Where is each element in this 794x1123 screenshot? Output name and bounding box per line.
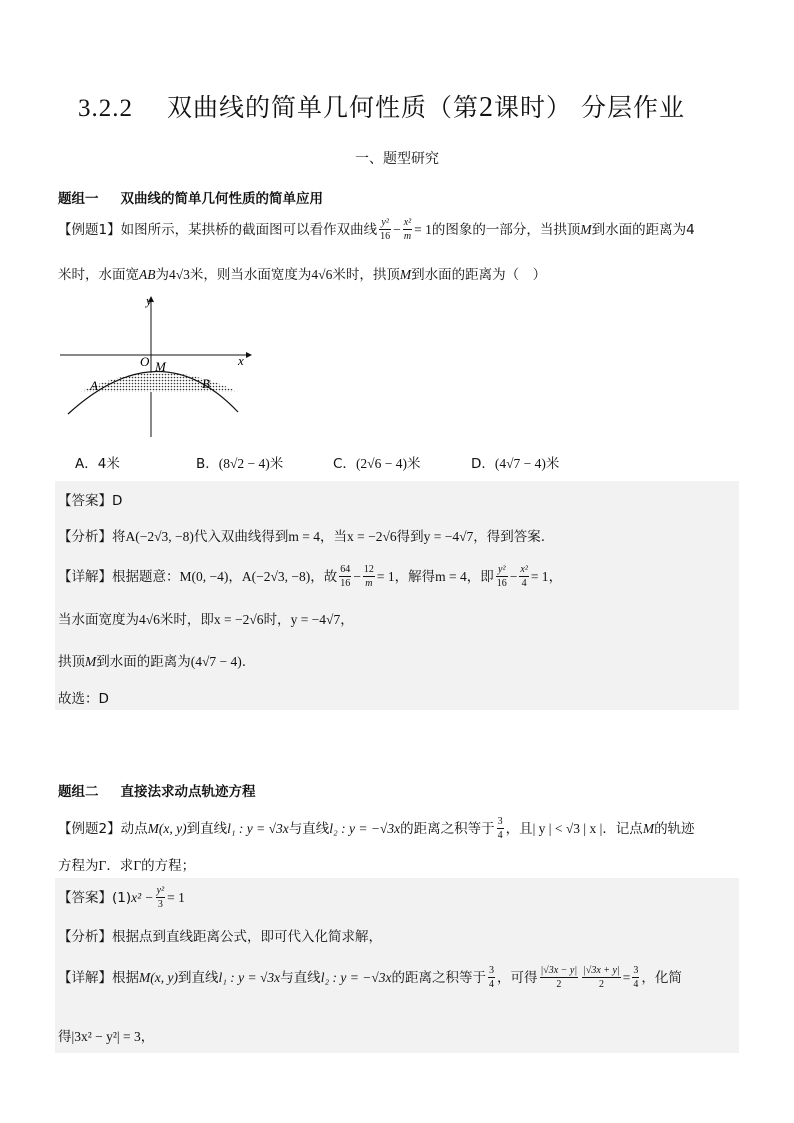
text: 【答案】(1)	[58, 890, 132, 906]
origin-label: O	[140, 354, 150, 369]
text: ，得到答案.	[473, 529, 546, 545]
text: 得	[58, 1029, 72, 1045]
math: l₂ : y = −√3x	[320, 970, 392, 985]
math: M(0, −4)，	[179, 569, 242, 584]
frac-num: y²	[496, 565, 508, 577]
text: 时，	[263, 612, 291, 628]
text: 方程为	[58, 858, 99, 874]
text: 【详解】根据题意：	[58, 569, 180, 585]
math: M	[399, 267, 412, 282]
fraction	[403, 218, 412, 242]
text: 的方程；	[141, 858, 196, 874]
frac-den: 16	[380, 231, 391, 242]
math: = 1	[414, 222, 432, 237]
text: 米时，水面宽	[58, 267, 139, 283]
text: 拱顶	[58, 654, 85, 670]
math: M(x, y)	[147, 821, 187, 836]
option-d[interactable]	[471, 452, 559, 472]
frac-den: 4	[497, 830, 503, 841]
detail-1: 【详解】根据题意：M(0, −4)，A(−2√3, −8)，故 $\frac{64}{16}$ − $\frac{12}{m}$ = 1，解得m = 4，即 $\frac{\text{y²}}{16}$ − $\frac{\text{x²}}{4}$ = 1，	[58, 564, 563, 589]
fraction	[156, 886, 165, 910]
option-label: A．	[75, 456, 98, 472]
math: y = −4√7	[290, 612, 341, 627]
fraction	[339, 565, 351, 589]
group1-heading-text: 双曲线的简单几何性质的简单应用	[120, 191, 323, 207]
frac-den: 2	[556, 979, 562, 990]
math: 4√6	[139, 612, 160, 627]
answer-2	[58, 886, 185, 910]
frac-den: 4	[489, 979, 494, 990]
text: ，解得	[394, 569, 436, 585]
bridge-figure	[56, 292, 256, 442]
detail-1-line2	[58, 608, 354, 628]
title-part-a: 双曲线的简单几何性质（第	[167, 93, 480, 122]
text: ．求	[106, 858, 134, 874]
math: AB	[139, 267, 156, 282]
text: ，	[548, 569, 563, 585]
frac-num: 64	[340, 564, 351, 575]
frac-num: 3	[489, 965, 494, 976]
text: 米，则当水面宽度为	[189, 267, 312, 283]
title-part-c: 课时） 分层作业	[494, 93, 685, 122]
frac-num: y²	[156, 885, 165, 896]
math: M	[580, 222, 592, 237]
page-subtitle: 一、题型研究	[355, 151, 439, 167]
text: ，化简	[641, 970, 682, 986]
final-answer-1: 故选：D	[58, 691, 109, 707]
text: 为	[155, 267, 169, 283]
group2-heading-text: 直接法求动点轨迹方程	[120, 784, 256, 800]
option-value: 4米	[97, 456, 120, 472]
text: ，且	[505, 821, 533, 837]
option-label: D．	[471, 456, 495, 472]
text: 【例题2】动点	[58, 821, 148, 837]
text: 的距离之积等于	[400, 821, 495, 837]
math: x² −	[131, 890, 154, 905]
math: x = −2√6	[213, 612, 264, 627]
frac-den: 16	[340, 578, 351, 589]
text: 到水面的距离为4	[591, 222, 695, 238]
frac-den: 4	[633, 979, 639, 990]
fraction	[379, 218, 391, 242]
x-label: x	[238, 353, 244, 368]
group2-heading-label: 题组二	[58, 784, 99, 800]
group1-heading-label: 题组一	[58, 191, 99, 207]
frac-num: |√3x − y|	[540, 965, 578, 976]
math: (4√7 − 4)	[190, 654, 242, 669]
option-value: (8√2 − 4)米	[218, 456, 284, 471]
frac-num: y²	[379, 218, 391, 230]
fraction	[363, 565, 375, 589]
frac-den: 16	[496, 578, 507, 589]
fraction	[496, 565, 508, 589]
example1-line2	[58, 263, 546, 283]
text: .	[241, 654, 247, 670]
option-a[interactable]	[75, 452, 120, 472]
option-value: (2√6 − 4)米	[355, 456, 421, 471]
text: 米时，拱顶	[332, 267, 400, 283]
text: 到水面的距离为（ ）	[411, 267, 547, 283]
section-number: 3.2.2	[78, 95, 133, 122]
analysis-1	[58, 525, 545, 545]
math: | y | < √3 | x |	[532, 821, 603, 836]
math: = 1	[530, 569, 549, 584]
math: 4√6	[311, 267, 333, 282]
detail-1-line3	[58, 650, 246, 670]
text: 代入双曲线得到	[193, 529, 289, 545]
text: 【分析】将	[58, 529, 126, 545]
example1-line1: 【例题1】如图所示，某拱桥的截面图可以看作双曲线 $\frac{\text{y²}}{16}$ − $\frac{\text{x²}}{m}$ = 1的图象的一部分，当拱顶M到水面的距离为4	[58, 217, 695, 242]
text: 当水面宽度为	[58, 612, 139, 628]
math: x = −2√6	[347, 529, 397, 544]
math: Γ	[98, 858, 107, 873]
fraction	[632, 966, 639, 990]
math: M	[642, 821, 655, 836]
text: ，即	[466, 569, 494, 585]
frac-num: 3	[633, 965, 639, 976]
frac-den: 3	[157, 899, 163, 910]
option-c[interactable]	[333, 452, 420, 472]
math: y = −4√7	[423, 529, 474, 544]
a-label: A	[90, 378, 98, 393]
math: l₂ : y = −√3x	[329, 821, 401, 836]
fraction	[519, 565, 528, 589]
x-axis-arrow	[246, 352, 252, 358]
page-title	[78, 88, 685, 124]
text: ，可得	[497, 970, 538, 986]
b-label: B	[202, 376, 210, 391]
detail-2-line2	[58, 1025, 154, 1045]
option-value: (4√7 − 4)米	[494, 456, 560, 471]
title-part-b: 2	[479, 92, 495, 123]
math: A(−2√3, −8)	[241, 569, 311, 584]
water-shading	[80, 373, 238, 393]
math: M(x, y)	[139, 970, 178, 985]
math: m = 4	[288, 529, 321, 544]
detail-2	[58, 966, 682, 990]
m-label: M	[155, 359, 166, 374]
frac-num: 12	[363, 564, 374, 575]
text: 的距离之积等于	[391, 970, 486, 986]
example2-line1	[58, 817, 695, 841]
fraction	[540, 966, 579, 990]
fraction	[582, 966, 621, 990]
text: 的图象的一部分，当拱顶	[431, 222, 581, 238]
text: 【详解】根据	[58, 970, 139, 986]
text: 与直线	[288, 821, 330, 837]
frac-num: 3	[497, 816, 503, 827]
frac-den: m	[403, 231, 412, 242]
fraction	[488, 966, 495, 990]
math: l₁ : y = √3x	[227, 821, 289, 836]
frac-num: |√3x + y|	[583, 965, 620, 976]
text: 【例题1】如图所示，某拱桥的截面图可以看作双曲线	[58, 222, 378, 238]
math: A(−2√3, −8)	[125, 529, 194, 544]
math: = 1	[167, 890, 185, 905]
text: ．记点	[602, 821, 643, 837]
text: 米时，即	[159, 612, 214, 628]
text: ，当	[320, 529, 348, 545]
frac-den: m	[365, 578, 373, 589]
fraction	[497, 817, 504, 841]
math: =	[622, 970, 631, 985]
text: ，故	[310, 569, 338, 585]
math: m = 4	[435, 569, 467, 584]
math: M	[85, 654, 97, 669]
math: 4√3	[169, 267, 190, 282]
text: 得到	[396, 529, 424, 545]
analysis-2: 【分析】根据点到直线距离公式，即可代入化简求解，	[58, 929, 382, 945]
text: ，	[340, 612, 354, 628]
group2-heading	[58, 780, 256, 800]
text: ，	[140, 1029, 155, 1045]
text: 到直线	[186, 821, 228, 837]
frac-den: 4	[521, 578, 527, 589]
option-label: C．	[333, 456, 356, 472]
text: 与直线	[280, 970, 321, 986]
answer-1: 【答案】D	[58, 493, 123, 509]
frac-num: x²	[520, 564, 528, 575]
option-b[interactable]	[196, 452, 283, 472]
math: = 1	[376, 569, 395, 584]
solution-box-1	[55, 481, 739, 710]
math: |3x² − y²| = 3	[71, 1029, 141, 1044]
text: 的轨迹	[654, 821, 695, 837]
frac-num: x²	[403, 217, 412, 228]
math: Γ	[133, 858, 142, 873]
example2-line2	[58, 854, 195, 874]
text: 到水面的距离为	[96, 654, 191, 670]
y-label: y	[146, 293, 152, 308]
group1-heading	[58, 187, 323, 207]
option-label: B．	[196, 456, 219, 472]
frac-den: 2	[598, 979, 604, 990]
text: 到直线	[177, 970, 219, 986]
math: l₁ : y = √3x	[218, 970, 281, 985]
